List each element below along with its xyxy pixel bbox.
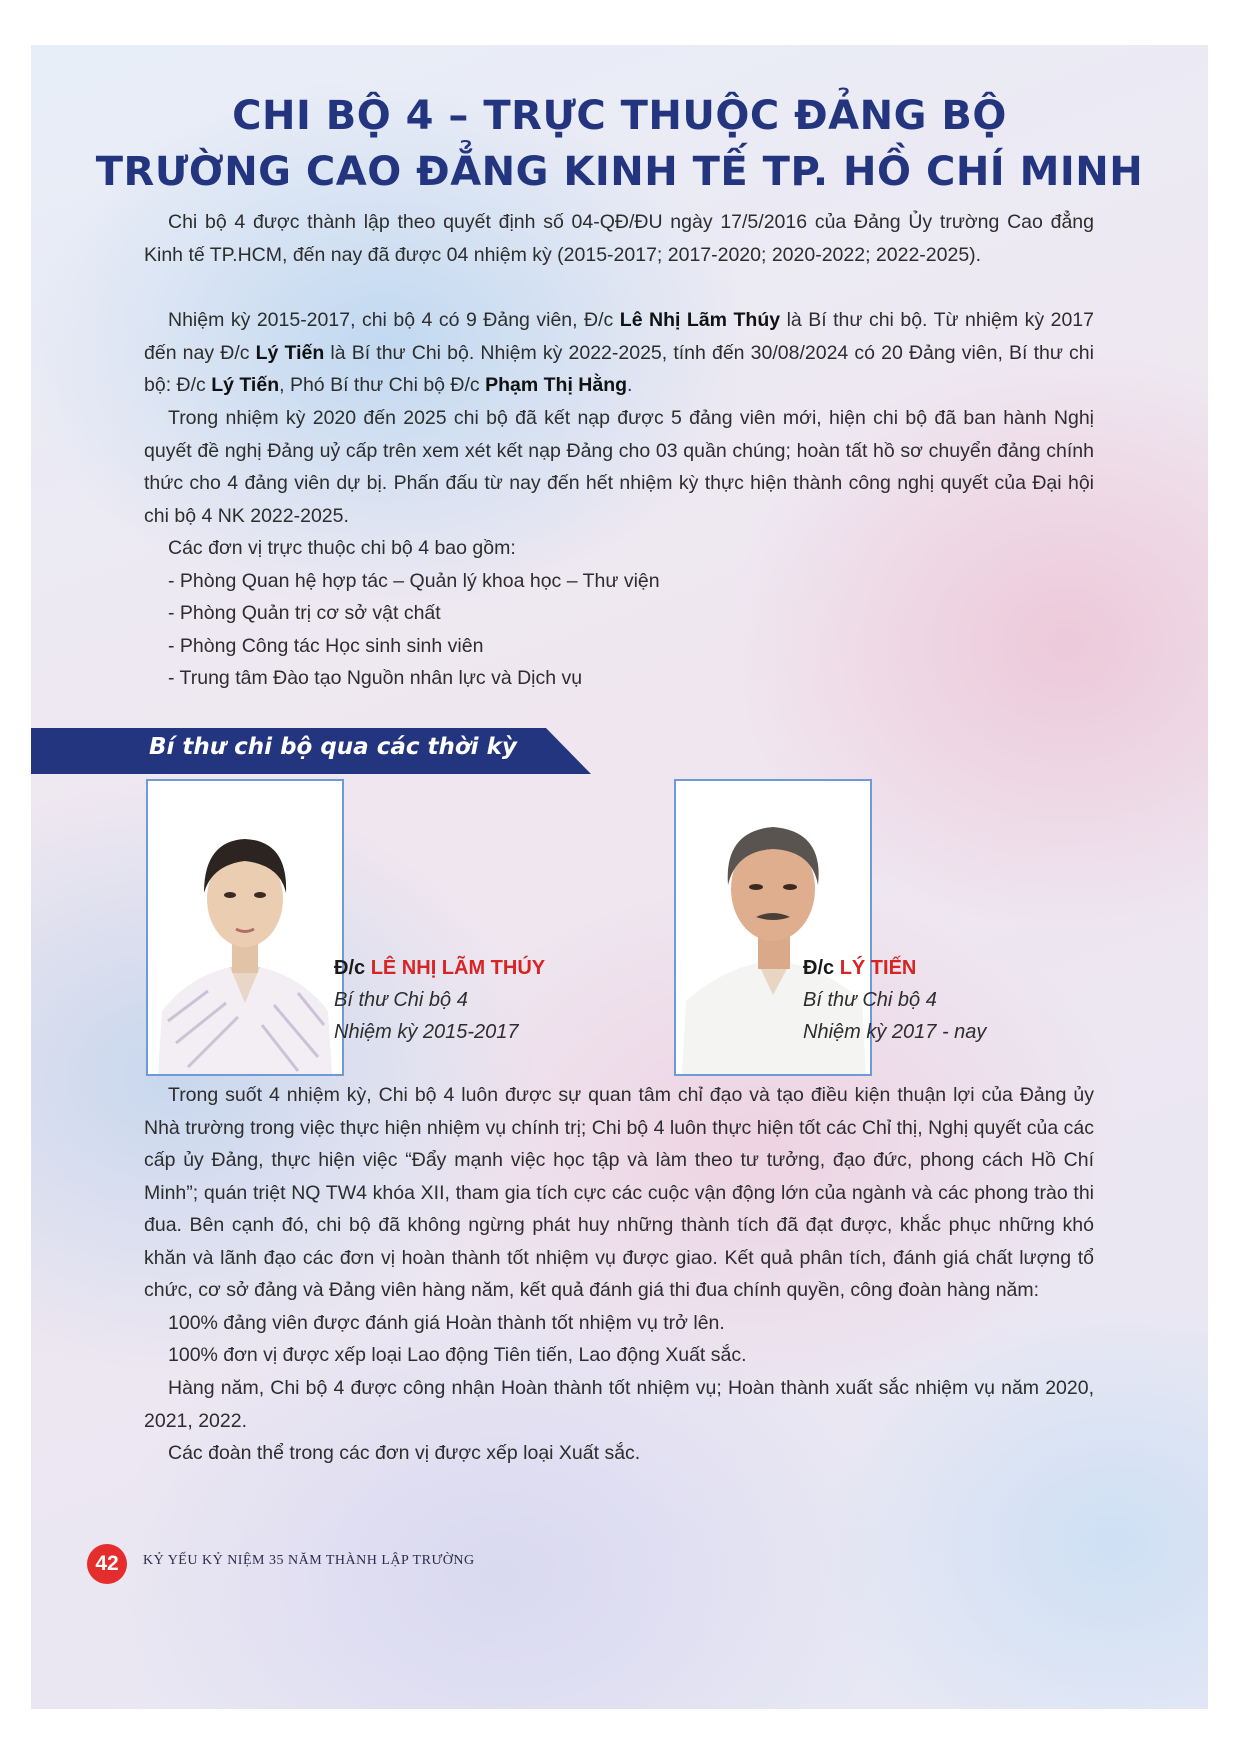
body-p3-text: 100% đơn vị được xếp loại Lao động Tiên tiến, Lao động Xuất sắc. — [168, 1344, 747, 1366]
page-number-badge: 42 — [87, 1544, 127, 1584]
page — [31, 45, 1208, 1709]
secretary-name-2: Lý Tiến — [255, 341, 325, 364]
section-heading: Bí thư chi bộ qua các thời kỳ — [149, 734, 517, 760]
caption-name-line — [803, 952, 986, 984]
footer-title: KỶ YẾU KỶ NIỆM 35 NĂM THÀNH LẬP TRƯỜNG — [143, 1553, 475, 1568]
caption-secretary-2 — [803, 952, 986, 1048]
caption-role: Bí thư Chi bộ 4 — [803, 989, 937, 1011]
unit-item: - Phòng Công tác Học sinh sinh viên — [168, 635, 484, 657]
body-paragraph-4 — [144, 1372, 1094, 1437]
caption-name-line — [334, 952, 545, 984]
body-p2-text: 100% đảng viên được đánh giá Hoàn thành tốt nhiệm vụ trở lên. — [168, 1312, 725, 1334]
intro-p3-text: Trong nhiệm kỳ 2020 đến 2025 chi bộ đã kết nạp được 5 đảng viên mới, hiện chi bộ đã ban hành Nghị quyết đề nghị Đảng uỷ cấp trên xem xét kết nạp Đảng cho 03 quần chúng; hoàn tất hồ sơ chuyển đảng chính thức cho 4 đảng viên dự bị. Phấn đấu từ nay đến hết nhiệm kỳ thực hiện thành công nghị quyết của Đại hội chi bộ 4 NK 2022-2025. — [144, 407, 1094, 527]
units-heading: Các đơn vị trực thuộc chi bộ 4 bao gồm: — [168, 537, 516, 559]
unit-item: - Trung tâm Đào tạo Nguồn nhân lực và Dịch vụ — [168, 667, 583, 689]
body-paragraph-5 — [144, 1437, 1094, 1470]
body-paragraph-1 — [144, 1079, 1094, 1307]
body-p1-text: Trong suốt 4 nhiệm kỳ, Chi bộ 4 luôn được sự quan tâm chỉ đạo và tạo điều kiện thuận lợi của Đảng ủy Nhà trường trong việc thực hiện nhiệm vụ chính trị; Chi bộ 4 luôn thực hiện tốt các Chỉ thị, Nghị quyết của các cấp ủy Đảng, thực hiện việc “Đẩy mạnh việc học tập và làm theo tư tưởng, đạo đức, phong cách Hồ Chí Minh”; quán triệt NQ TW4 khóa XII, tham gia tích cực các cuộc vận động lớn của ngành và các phong trào thi đua. Bên cạnh đó, chi bộ đã không ngừng phát huy những thành tích đã đạt được, khắc phục những khó khăn và lãnh đạo các đơn vị hoàn thành tốt nhiệm vụ được giao. Kết quả phân tích, đánh giá chất lượng tổ chức, cơ sở đảng và Đảng viên hàng năm, kết quả đánh giá thi đua chính quyền, công đoàn hàng năm: — [144, 1084, 1094, 1301]
caption-secretary-1 — [334, 952, 545, 1048]
page-title-line-1: CHI BỘ 4 – TRỰC THUỘC ĐẢNG BỘ — [232, 93, 1007, 139]
caption-term: Nhiệm kỳ 2017 - nay — [803, 1021, 987, 1043]
body-p5-text: Các đoàn thể trong các đơn vị được xếp loại Xuất sắc. — [168, 1442, 641, 1464]
caption-role: Bí thư Chi bộ 4 — [334, 989, 468, 1011]
deputy-secretary-name: Phạm Thị Hằng — [485, 374, 628, 396]
caption-prefix: Đ/c — [334, 957, 371, 979]
secretary-name-1: Lê Nhị Lãm Thúy — [619, 309, 781, 331]
intro-p2-text-e: . — [627, 374, 633, 396]
intro-p2-text-a: Nhiệm kỳ 2015-2017, chi bộ 4 có 9 Đảng viên, Đ/c — [168, 309, 620, 331]
caption-prefix: Đ/c — [803, 957, 840, 979]
caption-name: LÊ NHỊ LÃM THÚY — [370, 957, 546, 979]
page-title-line-2: TRƯỜNG CAO ĐẲNG KINH TẾ TP. HỒ CHÍ MINH — [95, 149, 1144, 195]
unit-item: - Phòng Quan hệ hợp tác – Quản lý khoa học – Thư viện — [168, 570, 660, 592]
body-paragraph-2 — [144, 1307, 1094, 1340]
photo-secretary-1 — [146, 779, 344, 1076]
unit-item: - Phòng Quản trị cơ sở vật chất — [168, 602, 441, 624]
body-p4-text: Hàng năm, Chi bộ 4 được công nhận Hoàn thành tốt nhiệm vụ; Hoàn thành xuất sắc nhiệm vụ năm 2020, 2021, 2022. — [144, 1377, 1094, 1432]
body-paragraph-3 — [144, 1339, 1094, 1372]
caption-term: Nhiệm kỳ 2015-2017 — [334, 1021, 519, 1043]
section-banner — [31, 728, 591, 774]
intro-paragraph-1 — [144, 206, 1094, 271]
intro-paragraph-2 — [144, 304, 1094, 402]
intro-p2-text-b: là Bí thư chi bộ. Từ nhiệm kỳ 2017 đến nay Đ/c — [144, 309, 1094, 364]
portrait-woman-image — [148, 781, 342, 1074]
secretary-name-3: Lý Tiến — [211, 374, 280, 396]
intro-p2-text-d: , Phó Bí thư Chi bộ Đ/c — [279, 374, 486, 396]
intro-paragraph-3 — [144, 402, 1094, 532]
intro-p2-text-c: là Bí thư Chi bộ. Nhiệm kỳ 2022-2025, tính đến 30/08/2024 có 20 Đảng viên, Bí thư chi bộ: Đ/c — [144, 341, 1094, 396]
intro-p1-text: Chi bộ 4 được thành lập theo quyết định số 04-QĐ/ĐU ngày 17/5/2016 của Đảng Ủy trường Cao đẳng Kinh tế TP.HCM, đến nay đã được 04 nhiệm kỳ (2015-2017; 2017-2020; 2020-2022; 2022-2025). — [144, 211, 1094, 266]
caption-name: LÝ TIẾN — [839, 957, 917, 979]
